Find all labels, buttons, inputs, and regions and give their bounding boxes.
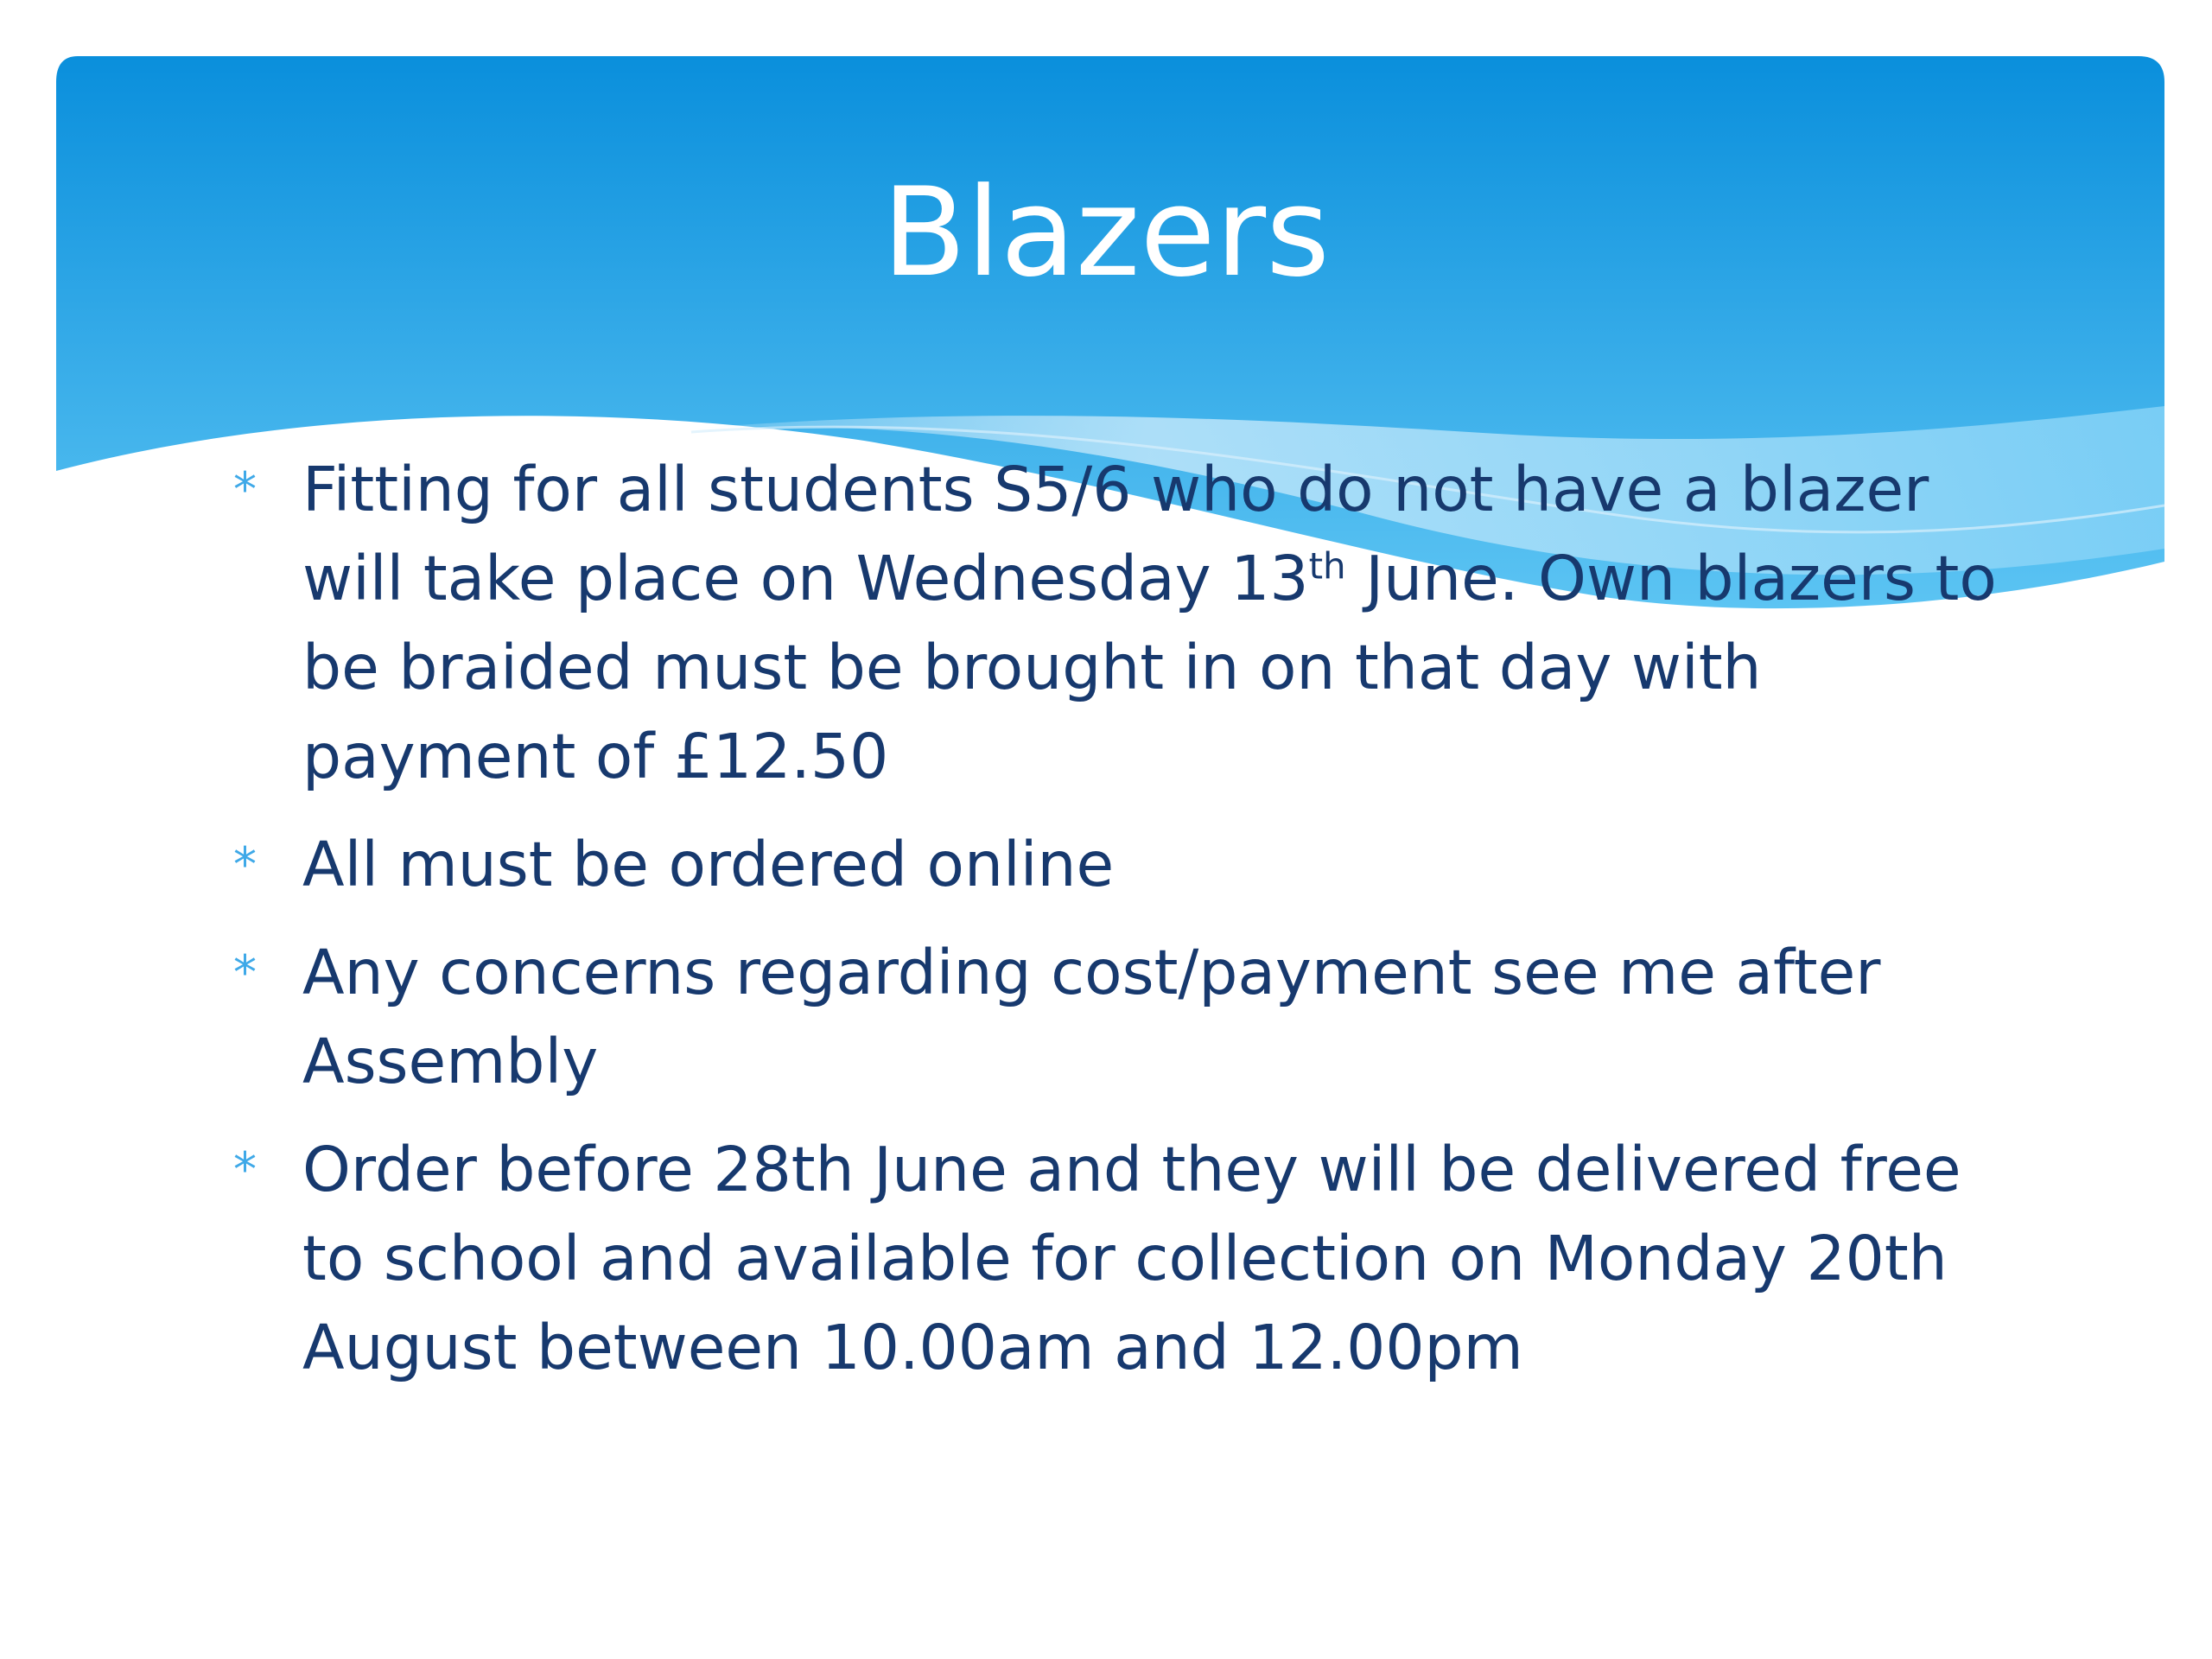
bullet-text: All must be ordered online	[302, 829, 1115, 900]
bullet-superscript: th	[1308, 544, 1346, 588]
asterisk-bullet-icon: *	[233, 837, 257, 892]
bullet-text-part: Fitting for all students S5/6 who do not have a blazer will take place on Wednesday 13	[302, 454, 1929, 614]
bullet-item-concerns	[233, 928, 2013, 1106]
bullet-list	[233, 445, 2013, 1411]
bullet-text: Order before 28th June and they will be delivered free to school and available for collection on Monday 20th August between 10.00am and 12.00pm	[302, 1134, 1961, 1383]
asterisk-bullet-icon: *	[233, 945, 257, 1000]
asterisk-bullet-icon: *	[233, 462, 257, 517]
bullet-text-part: June. Own blazers to be braided must be brought in on that day with payment of £12.50	[302, 543, 1997, 792]
bullet-item-order-deadline	[233, 1125, 2013, 1392]
asterisk-bullet-icon: *	[233, 1142, 257, 1197]
bullet-item-fitting	[233, 445, 2013, 801]
slide-title: Blazers	[881, 162, 1331, 304]
bullet-item-ordered-online	[233, 820, 2013, 909]
bullet-text: Any concerns regarding cost/payment see me after Assembly	[302, 937, 1881, 1097]
